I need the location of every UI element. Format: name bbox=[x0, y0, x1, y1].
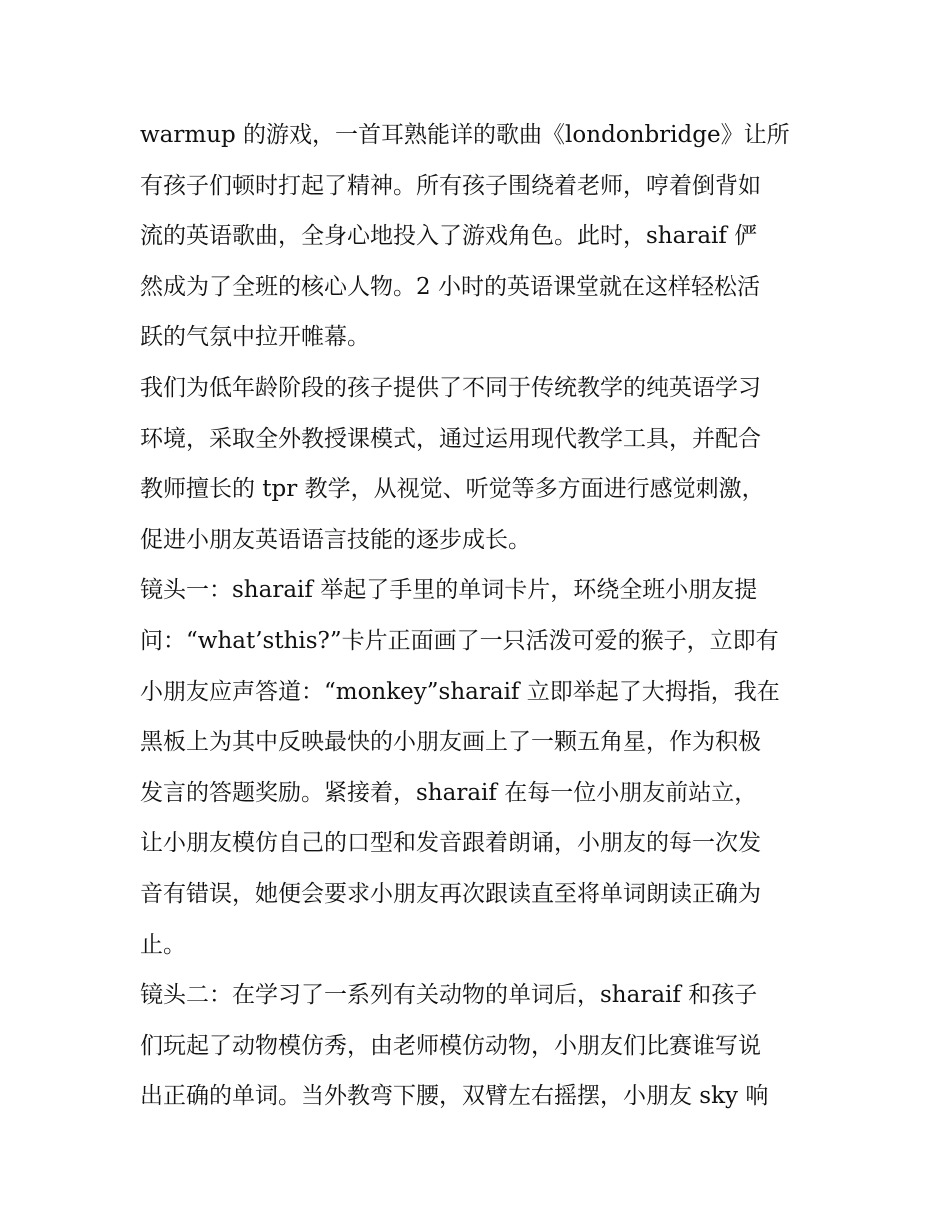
text-line: warmup 的游戏，一首耳熟能详的歌曲《londonbridge》让所 bbox=[140, 122, 790, 148]
text-line: 们玩起了动物模仿秀，由老师模仿动物，小朋友们比赛谁写说 bbox=[140, 1032, 761, 1059]
document-body bbox=[140, 110, 812, 1122]
text-line: 镜头一：sharaif 举起了手里的单词卡片，环绕全班小朋友提 bbox=[140, 577, 758, 604]
text-line: 黑板上为其中反映最快的小朋友画上了一颗五角星，作为积极 bbox=[140, 729, 761, 756]
text-line: 有孩子们顿时打起了精神。所有孩子围绕着老师，哼着倒背如 bbox=[140, 172, 761, 199]
text-line: 小朋友应声答道：“monkey”sharaif 立即举起了大拇指，我在 bbox=[140, 678, 780, 705]
text-line: 止。 bbox=[140, 931, 186, 958]
text-line: 镜头二：在学习了一系列有关动物的单词后，sharaif 和孩子 bbox=[140, 982, 758, 1009]
text-line: 让小朋友模仿自己的口型和发音跟着朗诵，小朋友的每一次发 bbox=[140, 830, 761, 857]
paragraph-warmup bbox=[140, 110, 812, 363]
text-line: 促进小朋友英语语言技能的逐步成长。 bbox=[140, 526, 531, 553]
text-line: 环境，采取全外教授课模式，通过运用现代教学工具，并配合 bbox=[140, 425, 761, 452]
text-line: 我们为低年龄阶段的孩子提供了不同于传统教学的纯英语学习 bbox=[140, 374, 761, 401]
text-line: 发言的答题奖励。紧接着，sharaif 在每一位小朋友前站立， bbox=[140, 779, 758, 806]
text-line: 然成为了全班的核心人物。2 小时的英语课堂就在这样轻松活 bbox=[140, 273, 760, 300]
text-line: 出正确的单词。当外教弯下腰，双臂左右摇摆，小朋友 sky 响 bbox=[140, 1083, 769, 1110]
paragraph-scene-two bbox=[140, 970, 812, 1122]
paragraph-environment bbox=[140, 363, 812, 565]
text-line: 音有错误，她便会要求小朋友再次跟读直至将单词朗读正确为 bbox=[140, 880, 761, 907]
text-line: 问：“what’sthis?”卡片正面画了一只活泼可爱的猴子，立即有 bbox=[140, 627, 779, 654]
text-line: 教师擅长的 tpr 教学，从视觉、听觉等多方面进行感觉刺激， bbox=[140, 476, 765, 503]
paragraph-scene-one bbox=[140, 565, 812, 970]
text-line: 跃的气氛中拉开帷幕。 bbox=[140, 324, 370, 351]
text-line: 流的英语歌曲，全身心地投入了游戏角色。此时，sharaif 俨 bbox=[140, 223, 758, 250]
